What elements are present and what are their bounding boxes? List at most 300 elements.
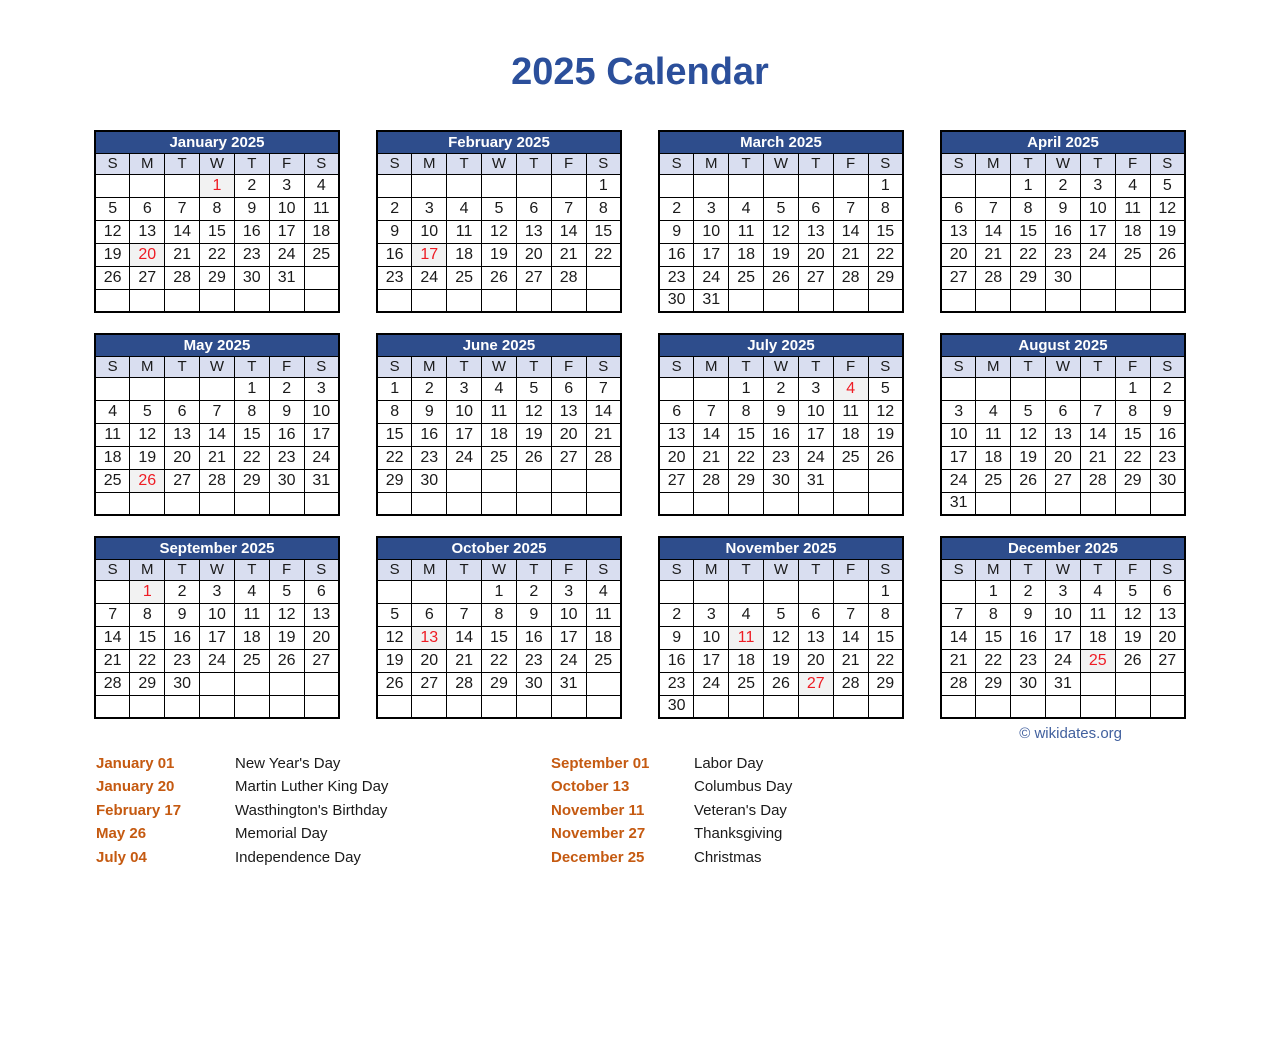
day-cell: 1 (868, 580, 903, 603)
empty-day-cell (234, 492, 269, 515)
week-row (659, 649, 903, 672)
empty-day-cell (1011, 695, 1046, 718)
day-cell: 14 (833, 626, 868, 649)
day-cell: 21 (551, 243, 586, 266)
week-row (941, 580, 1185, 603)
empty-day-cell (1046, 492, 1081, 515)
month-calendar (376, 333, 622, 516)
day-of-week-header: M (694, 356, 729, 377)
day-cell: 15 (976, 626, 1011, 649)
day-cell: 8 (130, 603, 165, 626)
week-row (95, 266, 339, 289)
day-of-week-header: S (1150, 356, 1185, 377)
day-of-week-header: S (1150, 559, 1185, 580)
empty-day-cell (1080, 289, 1115, 312)
day-cell: 25 (234, 649, 269, 672)
empty-day-cell (833, 492, 868, 515)
day-cell: 4 (1115, 174, 1150, 197)
empty-day-cell (1150, 289, 1185, 312)
week-row (95, 672, 339, 695)
day-cell: 13 (165, 423, 200, 446)
day-of-week-row (941, 559, 1185, 580)
empty-day-cell (1150, 492, 1185, 515)
day-cell: 9 (269, 400, 304, 423)
day-cell: 23 (1150, 446, 1185, 469)
day-of-week-header: W (482, 559, 517, 580)
day-cell: 9 (1011, 603, 1046, 626)
day-cell: 19 (516, 423, 551, 446)
week-row (941, 266, 1185, 289)
day-cell: 11 (729, 220, 764, 243)
empty-day-cell (551, 492, 586, 515)
day-cell: 9 (659, 220, 694, 243)
empty-day-cell (377, 289, 412, 312)
day-cell: 21 (586, 423, 621, 446)
empty-day-cell (941, 289, 976, 312)
day-cell: 5 (482, 197, 517, 220)
empty-day-cell (482, 174, 517, 197)
day-cell: 2 (234, 174, 269, 197)
month-title: October 2025 (377, 537, 621, 559)
day-cell: 20 (304, 626, 339, 649)
day-cell: 3 (200, 580, 235, 603)
legend-entry-name: Columbus Day (694, 778, 793, 796)
day-cell: 10 (694, 220, 729, 243)
day-of-week-header: T (165, 153, 200, 174)
day-cell: 20 (1150, 626, 1185, 649)
week-row (95, 469, 339, 492)
day-cell: 18 (482, 423, 517, 446)
day-cell: 16 (516, 626, 551, 649)
empty-day-cell (234, 289, 269, 312)
legend-entry-name: Labor Day (694, 755, 764, 772)
day-of-week-header: W (482, 153, 517, 174)
day-cell: 22 (377, 446, 412, 469)
day-cell: 4 (586, 580, 621, 603)
day-cell: 10 (304, 400, 339, 423)
empty-day-cell (1150, 695, 1185, 718)
day-cell: 12 (269, 603, 304, 626)
day-of-week-header: S (941, 356, 976, 377)
empty-day-cell (1080, 695, 1115, 718)
empty-day-cell (200, 289, 235, 312)
week-row (95, 289, 339, 312)
week-row (941, 377, 1185, 400)
week-row (95, 695, 339, 718)
day-cell: 17 (694, 649, 729, 672)
empty-day-cell (200, 377, 235, 400)
empty-day-cell (95, 174, 130, 197)
empty-day-cell (833, 580, 868, 603)
week-row (377, 243, 621, 266)
week-row (377, 695, 621, 718)
day-cell: 7 (95, 603, 130, 626)
day-cell: 4 (95, 400, 130, 423)
day-cell: 14 (95, 626, 130, 649)
empty-day-cell (764, 174, 799, 197)
empty-day-cell (377, 492, 412, 515)
month-title: January 2025 (95, 131, 339, 153)
day-of-week-header: W (1046, 356, 1081, 377)
empty-day-cell (1046, 377, 1081, 400)
day-cell: 17 (200, 626, 235, 649)
day-cell: 23 (764, 446, 799, 469)
day-of-week-row (95, 559, 339, 580)
day-cell: 29 (1115, 469, 1150, 492)
empty-day-cell (586, 492, 621, 515)
day-cell: 14 (976, 220, 1011, 243)
day-cell: 12 (516, 400, 551, 423)
day-cell: 24 (412, 266, 447, 289)
day-cell: 21 (833, 649, 868, 672)
page (0, 50, 1280, 1039)
day-cell: 29 (868, 266, 903, 289)
empty-day-cell (833, 174, 868, 197)
day-cell: 29 (729, 469, 764, 492)
day-cell: 22 (234, 446, 269, 469)
empty-day-cell (941, 695, 976, 718)
empty-day-cell (1080, 266, 1115, 289)
day-cell: 22 (586, 243, 621, 266)
day-of-week-header: T (447, 356, 482, 377)
empty-day-cell (868, 695, 903, 718)
legend-entry-date: September 01 (551, 755, 650, 772)
day-cell: 16 (764, 423, 799, 446)
day-cell: 10 (269, 197, 304, 220)
day-cell: 3 (694, 603, 729, 626)
week-row (95, 603, 339, 626)
day-cell: 9 (165, 603, 200, 626)
empty-day-cell (482, 469, 517, 492)
day-cell: 11 (95, 423, 130, 446)
day-cell: 11 (447, 220, 482, 243)
day-cell: 9 (234, 197, 269, 220)
empty-day-cell (1115, 289, 1150, 312)
week-row (377, 174, 621, 197)
day-cell: 6 (304, 580, 339, 603)
day-cell: 28 (447, 672, 482, 695)
day-cell: 22 (1115, 446, 1150, 469)
day-cell: 29 (377, 469, 412, 492)
day-of-week-header: F (833, 153, 868, 174)
day-of-week-header: T (447, 559, 482, 580)
legend-entry-name: Veteran's Day (694, 801, 787, 819)
empty-day-cell (516, 174, 551, 197)
day-cell: 21 (95, 649, 130, 672)
day-cell: 2 (516, 580, 551, 603)
empty-day-cell (764, 492, 799, 515)
empty-day-cell (941, 580, 976, 603)
day-cell: 2 (1150, 377, 1185, 400)
week-row (659, 377, 903, 400)
holiday-day-cell: 1 (200, 174, 235, 197)
day-cell: 2 (764, 377, 799, 400)
day-cell: 16 (1011, 626, 1046, 649)
day-of-week-header: M (412, 356, 447, 377)
day-cell: 27 (304, 649, 339, 672)
day-cell: 26 (868, 446, 903, 469)
month-calendar (658, 130, 904, 313)
day-cell: 1 (729, 377, 764, 400)
day-cell: 11 (1080, 603, 1115, 626)
day-cell: 11 (1115, 197, 1150, 220)
day-cell: 21 (447, 649, 482, 672)
day-cell: 20 (165, 446, 200, 469)
holiday-day-cell: 25 (1080, 649, 1115, 672)
legend-column-left (96, 752, 551, 869)
week-row (941, 603, 1185, 626)
day-cell: 2 (1046, 174, 1081, 197)
day-cell: 22 (130, 649, 165, 672)
day-cell: 6 (130, 197, 165, 220)
day-of-week-header: W (764, 356, 799, 377)
day-cell: 23 (377, 266, 412, 289)
empty-day-cell (1080, 672, 1115, 695)
day-of-week-row (941, 356, 1185, 377)
day-cell: 8 (200, 197, 235, 220)
empty-day-cell (377, 174, 412, 197)
day-cell: 21 (976, 243, 1011, 266)
day-cell: 5 (764, 197, 799, 220)
week-row (659, 243, 903, 266)
day-cell: 4 (976, 400, 1011, 423)
day-cell: 30 (659, 289, 694, 312)
day-cell: 7 (200, 400, 235, 423)
month-title: June 2025 (377, 334, 621, 356)
empty-day-cell (447, 492, 482, 515)
day-of-week-header: S (659, 153, 694, 174)
holiday-legend (96, 752, 1280, 869)
day-cell: 17 (694, 243, 729, 266)
calendar-grid (94, 130, 1186, 719)
day-of-week-header: S (1150, 153, 1185, 174)
week-row (941, 469, 1185, 492)
day-cell: 29 (976, 672, 1011, 695)
day-cell: 14 (694, 423, 729, 446)
day-cell: 10 (694, 626, 729, 649)
week-row (941, 649, 1185, 672)
empty-day-cell (482, 492, 517, 515)
day-cell: 8 (482, 603, 517, 626)
week-row (659, 446, 903, 469)
day-cell: 27 (798, 266, 833, 289)
week-row (95, 649, 339, 672)
day-of-week-row (941, 153, 1185, 174)
day-cell: 29 (482, 672, 517, 695)
empty-day-cell (764, 580, 799, 603)
day-cell: 7 (941, 603, 976, 626)
day-of-week-row (659, 559, 903, 580)
legend-entry-name: Wasthington's Birthday (235, 801, 388, 819)
week-row (377, 377, 621, 400)
empty-day-cell (1080, 377, 1115, 400)
empty-day-cell (551, 174, 586, 197)
day-cell: 13 (659, 423, 694, 446)
day-cell: 22 (868, 649, 903, 672)
month-title: September 2025 (95, 537, 339, 559)
day-cell: 23 (165, 649, 200, 672)
day-cell: 24 (694, 672, 729, 695)
day-cell: 18 (234, 626, 269, 649)
empty-day-cell (130, 174, 165, 197)
day-cell: 19 (377, 649, 412, 672)
empty-day-cell (1080, 492, 1115, 515)
empty-day-cell (586, 672, 621, 695)
day-cell: 18 (833, 423, 868, 446)
week-row (941, 289, 1185, 312)
empty-day-cell (694, 492, 729, 515)
day-of-week-header: T (447, 153, 482, 174)
empty-day-cell (694, 580, 729, 603)
day-cell: 16 (377, 243, 412, 266)
day-of-week-header: T (798, 356, 833, 377)
day-cell: 20 (516, 243, 551, 266)
holiday-day-cell: 4 (833, 377, 868, 400)
day-cell: 1 (234, 377, 269, 400)
day-cell: 23 (1046, 243, 1081, 266)
empty-day-cell (447, 695, 482, 718)
empty-day-cell (234, 695, 269, 718)
day-cell: 27 (659, 469, 694, 492)
empty-day-cell (412, 174, 447, 197)
week-row (659, 174, 903, 197)
day-cell: 22 (482, 649, 517, 672)
day-cell: 20 (798, 649, 833, 672)
day-cell: 24 (941, 469, 976, 492)
day-cell: 21 (694, 446, 729, 469)
day-cell: 31 (694, 289, 729, 312)
week-row (659, 603, 903, 626)
legend-entry-date: July 04 (96, 848, 147, 866)
day-cell: 28 (694, 469, 729, 492)
week-row (941, 220, 1185, 243)
week-row (941, 243, 1185, 266)
week-row (941, 446, 1185, 469)
week-row (377, 672, 621, 695)
empty-day-cell (234, 672, 269, 695)
empty-day-cell (130, 695, 165, 718)
empty-day-cell (694, 174, 729, 197)
week-row (95, 174, 339, 197)
day-cell: 24 (694, 266, 729, 289)
holiday-day-cell: 13 (412, 626, 447, 649)
day-of-week-header: M (976, 153, 1011, 174)
day-cell: 16 (659, 649, 694, 672)
day-cell: 30 (165, 672, 200, 695)
day-cell: 23 (234, 243, 269, 266)
week-row (377, 626, 621, 649)
day-cell: 6 (798, 603, 833, 626)
day-cell: 25 (833, 446, 868, 469)
empty-day-cell (200, 672, 235, 695)
day-cell: 4 (447, 197, 482, 220)
credit-link[interactable]: © wikidates.org (1019, 725, 1122, 742)
day-cell: 14 (200, 423, 235, 446)
week-row (377, 220, 621, 243)
empty-day-cell (165, 492, 200, 515)
day-of-week-header: M (976, 559, 1011, 580)
day-cell: 28 (95, 672, 130, 695)
empty-day-cell (304, 289, 339, 312)
day-cell: 24 (1046, 649, 1081, 672)
day-of-week-header: M (130, 559, 165, 580)
day-cell: 28 (833, 672, 868, 695)
day-of-week-row (377, 559, 621, 580)
week-row (659, 266, 903, 289)
empty-day-cell (659, 377, 694, 400)
day-cell: 17 (551, 626, 586, 649)
day-cell: 20 (412, 649, 447, 672)
day-cell: 6 (516, 197, 551, 220)
day-cell: 8 (976, 603, 1011, 626)
day-cell: 15 (377, 423, 412, 446)
day-cell: 5 (95, 197, 130, 220)
day-cell: 3 (412, 197, 447, 220)
day-cell: 10 (412, 220, 447, 243)
day-cell: 23 (659, 672, 694, 695)
day-cell: 2 (1011, 580, 1046, 603)
day-cell: 26 (764, 266, 799, 289)
day-cell: 25 (586, 649, 621, 672)
empty-day-cell (833, 289, 868, 312)
empty-day-cell (659, 492, 694, 515)
holiday-day-cell: 11 (729, 626, 764, 649)
day-cell: 8 (586, 197, 621, 220)
day-cell: 7 (833, 603, 868, 626)
day-cell: 30 (269, 469, 304, 492)
day-of-week-header: T (1080, 153, 1115, 174)
day-cell: 24 (304, 446, 339, 469)
day-cell: 25 (447, 266, 482, 289)
day-cell: 28 (586, 446, 621, 469)
empty-day-cell (694, 377, 729, 400)
day-cell: 26 (764, 672, 799, 695)
day-of-week-header: M (130, 153, 165, 174)
week-row (659, 289, 903, 312)
week-row (941, 672, 1185, 695)
day-cell: 1 (976, 580, 1011, 603)
day-cell: 12 (377, 626, 412, 649)
legend-entry-name: Memorial Day (235, 825, 328, 843)
empty-day-cell (798, 492, 833, 515)
day-cell: 3 (447, 377, 482, 400)
day-cell: 30 (659, 695, 694, 718)
day-cell: 13 (798, 220, 833, 243)
day-cell: 6 (798, 197, 833, 220)
day-cell: 8 (1115, 400, 1150, 423)
day-of-week-header: W (200, 559, 235, 580)
day-of-week-header: S (377, 356, 412, 377)
day-cell: 3 (694, 197, 729, 220)
month-title: December 2025 (941, 537, 1185, 559)
day-cell: 31 (1046, 672, 1081, 695)
day-of-week-header: M (130, 356, 165, 377)
day-cell: 10 (798, 400, 833, 423)
day-cell: 7 (1080, 400, 1115, 423)
day-cell: 10 (1046, 603, 1081, 626)
day-of-week-header: S (95, 153, 130, 174)
empty-day-cell (729, 695, 764, 718)
week-row (377, 580, 621, 603)
empty-day-cell (941, 377, 976, 400)
day-cell: 30 (1046, 266, 1081, 289)
empty-day-cell (868, 492, 903, 515)
day-cell: 19 (868, 423, 903, 446)
week-row (659, 672, 903, 695)
day-of-week-row (659, 356, 903, 377)
day-cell: 19 (130, 446, 165, 469)
day-of-week-header: S (941, 153, 976, 174)
